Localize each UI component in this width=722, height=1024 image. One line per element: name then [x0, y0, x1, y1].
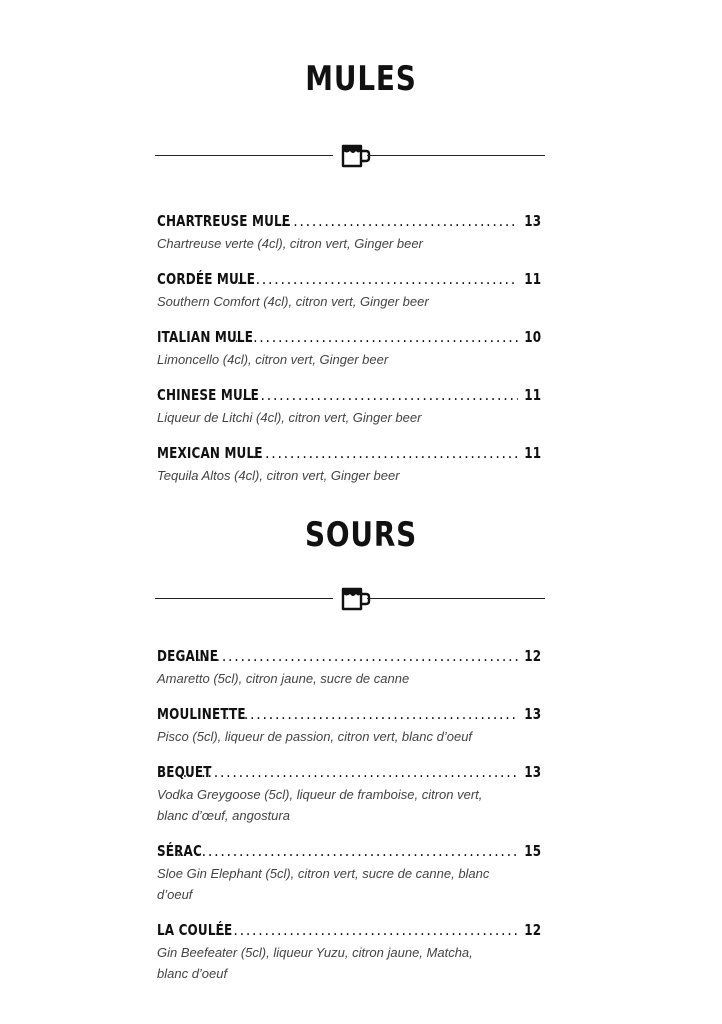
- menu-item: [157, 704, 541, 747]
- item-price: 12: [523, 647, 541, 665]
- section-divider: [155, 585, 545, 613]
- item-description: Southern Comfort (4cl), citron vert, Ginger beer: [157, 294, 429, 309]
- item-description: Pisco (5cl), liqueur de passion, citron vert, blanc d’oeuf: [157, 729, 473, 744]
- item-price: 11: [523, 270, 541, 288]
- leader-dots: [207, 921, 518, 941]
- section-title-mules: MULES: [305, 59, 417, 99]
- leader-dots: [189, 647, 517, 667]
- item-name: CORDÉE MULE: [157, 270, 256, 288]
- item-price: 15: [523, 842, 541, 860]
- leader-dots: [233, 328, 518, 348]
- leader-dots: [279, 212, 517, 232]
- item-price: 11: [523, 386, 541, 404]
- item-price: 10: [523, 328, 541, 346]
- item-description: Sloe Gin Elephant (5cl), citron vert, sucre de canne, blanc d’oeuf: [157, 866, 490, 902]
- section-divider: [155, 142, 545, 170]
- menu-item: [157, 443, 541, 486]
- leader-dots: [169, 842, 518, 862]
- divider-line-left: [155, 155, 333, 156]
- menu-item: [157, 211, 541, 254]
- menu-item: [157, 762, 541, 826]
- item-name: LA COULÉE: [157, 921, 233, 939]
- item-description: Amaretto (5cl), citron jaune, sucre de canne: [157, 671, 410, 686]
- item-price: 11: [523, 444, 541, 462]
- leader-dots: [236, 270, 518, 290]
- mug-icon: [340, 142, 372, 170]
- menu-item: [157, 269, 541, 312]
- item-name: ITALIAN MULE: [157, 328, 254, 346]
- item-description: Tequila Altos (4cl), citron vert, Ginger beer: [157, 468, 400, 483]
- menu-item: [157, 841, 541, 905]
- item-price: 12: [523, 921, 541, 939]
- item-price: 13: [523, 763, 541, 781]
- divider-line-right: [367, 155, 545, 156]
- divider-line-left: [155, 598, 333, 599]
- item-description: Limoncello (4cl), citron vert, Ginger beer: [157, 352, 389, 367]
- item-price: 13: [523, 212, 541, 230]
- item-description: Gin Beefeater (5cl), liqueur Yuzu, citron jaune, Matcha, blanc d’oeuf: [157, 945, 473, 981]
- mug-icon: [340, 585, 372, 613]
- item-name: CHINESE MULE: [157, 386, 260, 404]
- menu-item: [157, 385, 541, 428]
- menu-item: [157, 646, 541, 689]
- item-price: 13: [523, 705, 541, 723]
- item-name: MEXICAN MULE: [157, 444, 263, 462]
- menu-item: [157, 327, 541, 370]
- leader-dots: [245, 444, 518, 464]
- item-name: MOULINETTE: [157, 705, 246, 723]
- menu-list-mules: [157, 211, 541, 501]
- leader-dots: [224, 705, 518, 725]
- item-name: BEQUET: [157, 763, 212, 781]
- item-description: Liqueur de Litchi (4cl), citron vert, Ginger beer: [157, 410, 422, 425]
- menu-list-sours: [157, 646, 541, 999]
- item-name: SÉRAC: [157, 842, 202, 860]
- item-description: Vodka Greygoose (5cl), liqueur de framboise, citron vert, blanc d’œuf, angostura: [157, 787, 483, 823]
- leader-dots: [240, 386, 517, 406]
- divider-line-right: [367, 598, 545, 599]
- item-name: DEGAINE: [157, 647, 219, 665]
- leader-dots: [181, 763, 518, 783]
- item-description: Chartreuse verte (4cl), citron vert, Ginger beer: [157, 236, 423, 251]
- menu-item: [157, 920, 541, 984]
- section-title-sours: SOURS: [304, 515, 418, 555]
- item-name: CHARTREUSE MULE: [157, 212, 291, 230]
